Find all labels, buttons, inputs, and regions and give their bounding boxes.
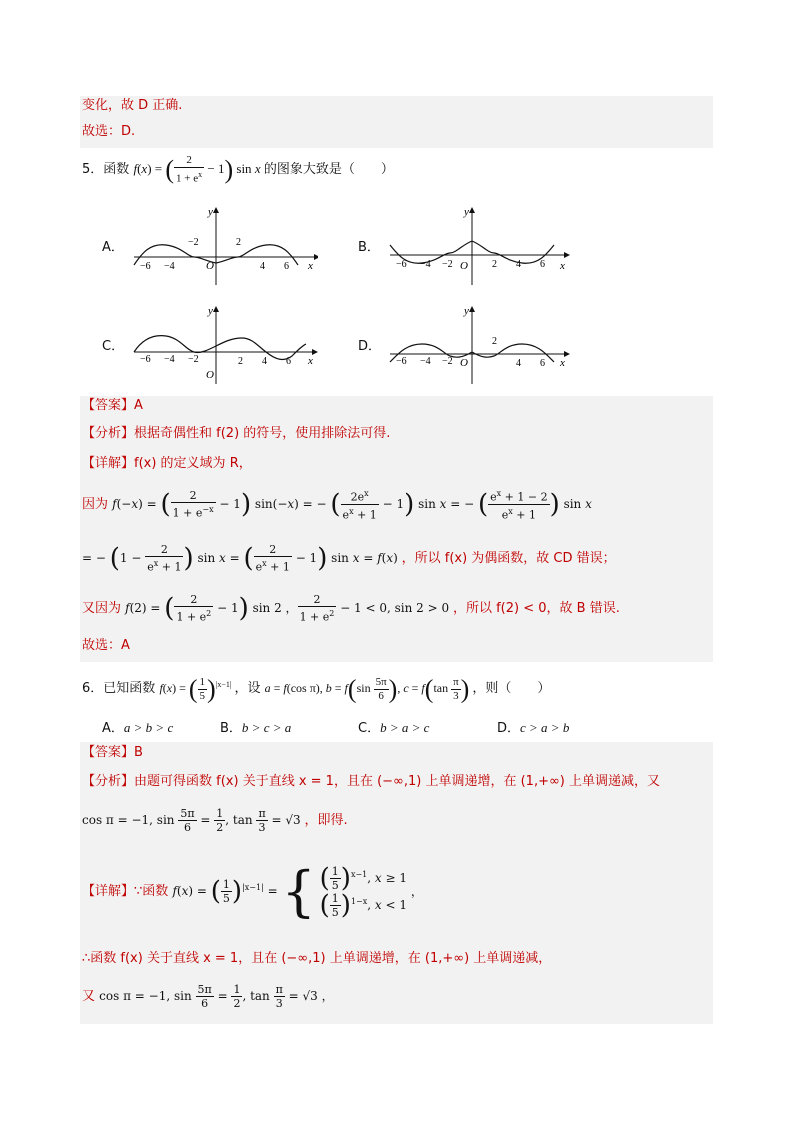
tick-n2: −2 bbox=[188, 237, 199, 248]
q6-detail-l3-prefix: 又 bbox=[82, 989, 96, 1004]
tick-4: 4 bbox=[516, 358, 521, 369]
q5-detail-3 bbox=[82, 538, 616, 578]
tick-2: 2 bbox=[236, 237, 241, 248]
q6-stem bbox=[82, 664, 550, 706]
q6-detail-2: ∴函数 f(x) 关于直线 x = 1，且在 (−∞,1) 上单调递增，在 (1,+∞) 上单调递减， bbox=[82, 951, 552, 966]
q6-answer-value: B bbox=[134, 745, 143, 760]
tick-n2: −2 bbox=[188, 354, 199, 365]
q6-formula-f: f(x) = ( $\frac{1}{5}$ )$^{|x-1|}$ bbox=[159, 674, 232, 704]
q6-choice-b bbox=[220, 717, 291, 736]
q5-detail-line4-prefix: 又因为 bbox=[82, 601, 122, 616]
q5-detail-1 bbox=[82, 455, 252, 473]
y-arrow bbox=[213, 207, 219, 213]
q5-formula: f(x) = ( $\frac{2}{1 + e^x}$ − 1) sin x bbox=[133, 154, 261, 185]
q6-detail-formula: f(x) = ( $\frac{1}{5}$ )$^{|x-1|}$ = { ( $\frac{1}{5}$ )$^{x-1}$, x ≥ 1 ( $\frac{1}{5}$ )$^{1-x}$, x < 1 ， bbox=[172, 859, 423, 923]
q6-choice-a-text: a > b > c bbox=[123, 720, 174, 735]
q6-detail-3 bbox=[82, 978, 334, 1014]
q6-choice-a bbox=[102, 717, 173, 736]
tick-6: 6 bbox=[284, 261, 289, 272]
origin-label: O bbox=[206, 369, 214, 381]
q5-graph-a bbox=[128, 205, 318, 287]
q5-answer-value: A bbox=[134, 398, 143, 413]
q6-analysis-line2-suffix: ，即得. bbox=[304, 813, 348, 828]
q6-analysis bbox=[82, 773, 660, 791]
q5-stem-prefix: 函数 bbox=[103, 162, 130, 177]
top-line-1: 变化，故 D 正确. bbox=[82, 98, 183, 113]
q5-detail-line2-prefix: 因为 bbox=[82, 497, 109, 512]
q5-answer-label: 【答案】 bbox=[82, 398, 135, 413]
q6-stem-prefix: 已知函数 bbox=[103, 681, 156, 696]
tick-2: 2 bbox=[492, 259, 497, 270]
tick-4: 4 bbox=[516, 259, 521, 270]
tick-n4: −4 bbox=[420, 356, 431, 367]
tick-n6: −6 bbox=[140, 354, 151, 365]
tick-6: 6 bbox=[286, 356, 291, 367]
q5-detail-line4-suffix: ，所以 f(2) < 0，故 B 错误. bbox=[452, 601, 620, 616]
q6-detail-l3-formula: cos π = −1, sin $\frac{5\pi}{6}$ = $\frac{1}{2}$ , tan $\frac{\pi}{3}$ = √3 ， bbox=[99, 983, 334, 1010]
origin-label: O bbox=[206, 260, 214, 272]
q5-detail-line4-formula: f(2) = ( $\frac{2}{1 + e^2}$ − 1) sin 2 ， $\frac{2}{1 + e^2}$ − 1 < 0, sin 2 > 0 bbox=[125, 593, 453, 624]
q5-option-a-label: A． bbox=[102, 240, 124, 255]
q5-analysis-label: 【分析】 bbox=[82, 426, 135, 441]
q5-analysis bbox=[82, 425, 390, 443]
tick-n6: −6 bbox=[396, 356, 407, 367]
tick-n2: −2 bbox=[442, 259, 453, 270]
q5-detail-label: 【详解】 bbox=[82, 456, 135, 471]
tick-6: 6 bbox=[540, 259, 545, 270]
q6-detail-1 bbox=[82, 846, 423, 938]
q6-choice-c-label: C． bbox=[358, 721, 381, 736]
y-label: y bbox=[208, 305, 213, 317]
q6-choice-b-text: b > c > a bbox=[241, 720, 292, 735]
origin-label: O bbox=[460, 260, 468, 272]
tick-n4: −4 bbox=[164, 261, 175, 272]
tick-n2: −2 bbox=[442, 356, 453, 367]
q5-detail-line2-formula: f(−x) = ( $\frac{2}{1 + e^{-x}}$ − 1) sin(−x) = − ( $\frac{2e^x}{e^x + 1}$ − 1) sin x = − ( $\frac{e^x + 1 - 2}{e^x + 1}$ ) sin x bbox=[112, 489, 592, 522]
x-label: x bbox=[308, 355, 313, 367]
q6-detail-prefix: ∵函数 bbox=[134, 884, 169, 899]
tick-n6: −6 bbox=[396, 259, 407, 270]
q5-final: 故选：A bbox=[82, 638, 130, 653]
q5-detail-line3-formula: = − (1 − $\frac{2}{e^x + 1}$ ) sin x = ( $\frac{2}{e^x + 1}$ − 1) sin x = f(x) bbox=[82, 543, 402, 574]
q6-choice-c bbox=[358, 717, 429, 736]
q6-choice-d-label: D． bbox=[497, 721, 521, 736]
tick-4: 4 bbox=[260, 261, 265, 272]
q6-analysis-2 bbox=[82, 802, 348, 838]
top-line-2: 故选：D. bbox=[82, 124, 136, 139]
q5-detail-2 bbox=[82, 484, 592, 524]
q6-answer-label: 【答案】 bbox=[82, 745, 135, 760]
y-label: y bbox=[464, 206, 469, 218]
q6-stem-suffix: ，则（ ） bbox=[472, 681, 551, 696]
y-label: y bbox=[208, 206, 213, 218]
q5-graph-d bbox=[384, 304, 574, 386]
tick-n6: −6 bbox=[140, 261, 151, 272]
q6-choice-b-label: B． bbox=[220, 721, 242, 736]
x-label: x bbox=[560, 260, 565, 272]
x-label: x bbox=[308, 260, 313, 272]
q6-choice-a-label: A． bbox=[102, 721, 124, 736]
q6-analysis-label: 【分析】 bbox=[82, 774, 135, 789]
q5-stem-suffix: 的图象大致是（ ） bbox=[263, 162, 394, 177]
tick-n4: −4 bbox=[164, 354, 175, 365]
q5-number: 5． bbox=[82, 162, 104, 177]
q5-analysis-text: 根据奇偶性和 f(2) 的符号，使用排除法可得. bbox=[134, 426, 391, 441]
q6-analysis-text: 由题可得函数 f(x) 关于直线 x = 1，且在 (−∞,1) 上单调递增，在 (1,+∞) 上单调递减，又 bbox=[134, 774, 661, 789]
q6-choice-d-text: c > a > b bbox=[520, 720, 570, 735]
q5-stem bbox=[82, 152, 394, 186]
q6-choice-d bbox=[497, 717, 569, 736]
q6-stem-mid: ，设 bbox=[234, 681, 261, 696]
q5-option-b-label: B． bbox=[358, 240, 380, 255]
q6-formula-abc: a = f(cos π), b = f(sin $\frac{5\pi}{6}$ ), c = f(tan $\frac{\pi}{3}$ ) bbox=[264, 674, 470, 704]
q5-answer bbox=[82, 397, 143, 415]
tick-n4: −4 bbox=[420, 259, 431, 270]
q6-analysis-formula: cos π = −1, sin $\frac{5\pi}{6}$ = $\frac{1}{2}$ , tan $\frac{\pi}{3}$ = √3 bbox=[82, 807, 305, 834]
q6-number: 6． bbox=[82, 681, 104, 696]
q6-answer bbox=[82, 744, 143, 762]
q5-detail-line3-suffix: ，所以 f(x) 为偶函数，故 CD 错误； bbox=[401, 551, 616, 566]
q5-option-d-label: D． bbox=[358, 339, 382, 354]
tick-2: 2 bbox=[492, 336, 497, 347]
origin-label: O bbox=[460, 357, 468, 369]
tick-6: 6 bbox=[540, 358, 545, 369]
q5-detail-4 bbox=[82, 588, 620, 628]
tick-4: 4 bbox=[262, 356, 267, 367]
y-label: y bbox=[464, 305, 469, 317]
q5-detail-line1: f(x) 的定义域为 R， bbox=[134, 456, 252, 471]
x-label: x bbox=[560, 357, 565, 369]
x-arrow bbox=[314, 254, 318, 260]
q6-choice-c-text: b > a > c bbox=[380, 720, 430, 735]
q5-graph-b bbox=[384, 205, 574, 287]
tick-2: 2 bbox=[238, 356, 243, 367]
q5-option-c-label: C． bbox=[102, 339, 125, 354]
q5-graph-c bbox=[128, 304, 318, 386]
q6-detail-label: 【详解】 bbox=[82, 884, 135, 899]
